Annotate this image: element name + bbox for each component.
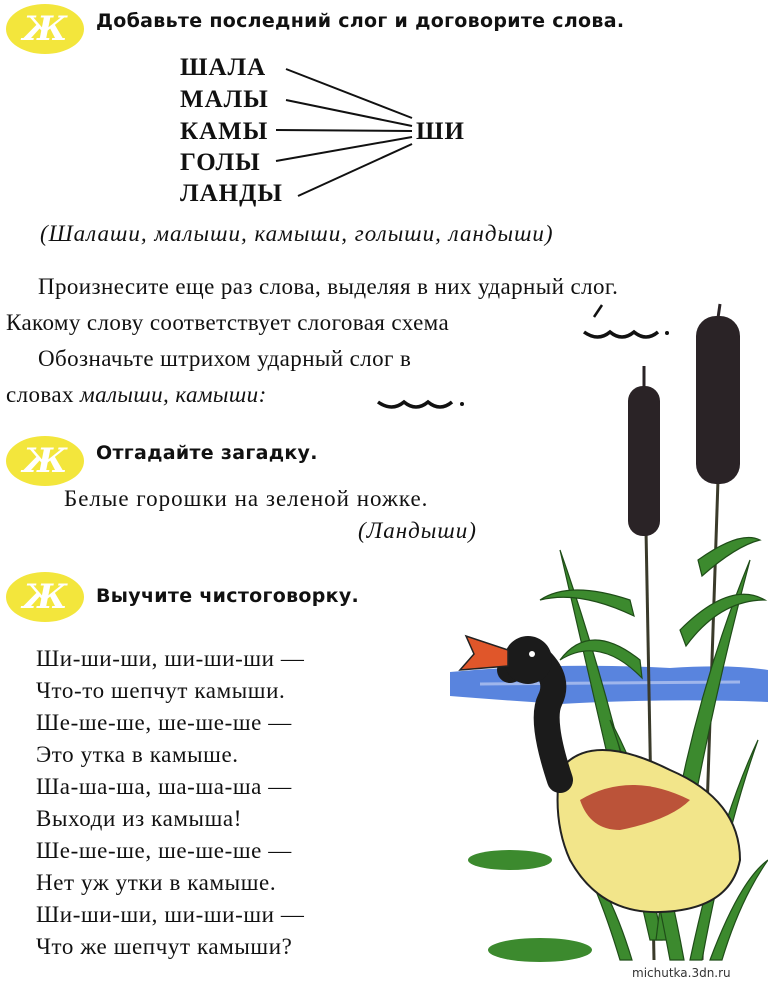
cattail-head-left xyxy=(628,386,660,536)
poem-line: Ши-ши-ши, ши-ши-ши — xyxy=(36,646,305,671)
poem-line: Ши-ши-ши, ши-ши-ши — xyxy=(36,902,305,927)
instruction-line-2: Какому слову соответствует слоговая схема xyxy=(6,310,450,335)
instruction-line-4 xyxy=(6,382,267,408)
poem-line: Выходи из камыша! xyxy=(36,806,242,831)
word-maly: МАЛЫ xyxy=(180,86,269,113)
watermark: michutka.3dn.ru xyxy=(632,966,731,980)
exercise-heading: Выучите чистоговорку. xyxy=(96,585,360,607)
word-goly: ГОЛЫ xyxy=(180,149,261,176)
word-landy: ЛАНДЫ xyxy=(180,180,283,207)
answers-line: (Шалаши, малыши, камыши, голыши, ландыши) xyxy=(40,221,554,246)
section-badge: Ж xyxy=(6,436,84,486)
poem-line: Ше-ше-ше, ше-ше-ше — xyxy=(36,838,292,863)
riddle-text: Белые горошки на зеленой ножке. xyxy=(64,486,429,511)
poem-line: Что же шепчут камыши? xyxy=(36,934,293,959)
poem-line: Ше-ше-ше, ше-ше-ше — xyxy=(36,710,292,735)
poem-line: Что-то шепчут камыши. xyxy=(36,678,286,703)
poem-line: Ша-ша-ша, ша-ша-ша — xyxy=(36,774,292,799)
word-kamy: КАМЫ xyxy=(180,118,269,145)
instruction-line-4-prefix: словах xyxy=(6,382,81,407)
instruction-line-3: Обозначьте штрихом ударный слог в xyxy=(38,346,412,371)
word-shala: ШАЛА xyxy=(180,54,267,81)
instruction-line-1: Произнесите еще раз слова, выделяя в них ударный слог. xyxy=(38,274,619,299)
syllable-shi: ШИ xyxy=(416,118,465,145)
exercise-heading: Отгадайте загадку. xyxy=(96,442,318,464)
cattail-head-right xyxy=(696,316,740,484)
poem-line: Это утка в камыше. xyxy=(36,742,239,767)
section-badge: Ж xyxy=(6,572,84,622)
poem-line: Нет уж утки в камыше. xyxy=(36,870,277,895)
riddle-answer: (Ландыши) xyxy=(358,518,477,543)
section-badge: Ж xyxy=(6,4,84,54)
instruction-line-4-words: малыши, камыши: xyxy=(80,382,267,407)
exercise-heading: Добавьте последний слог и договорите слова. xyxy=(96,10,625,32)
reeds-duck-illustration xyxy=(440,300,768,970)
